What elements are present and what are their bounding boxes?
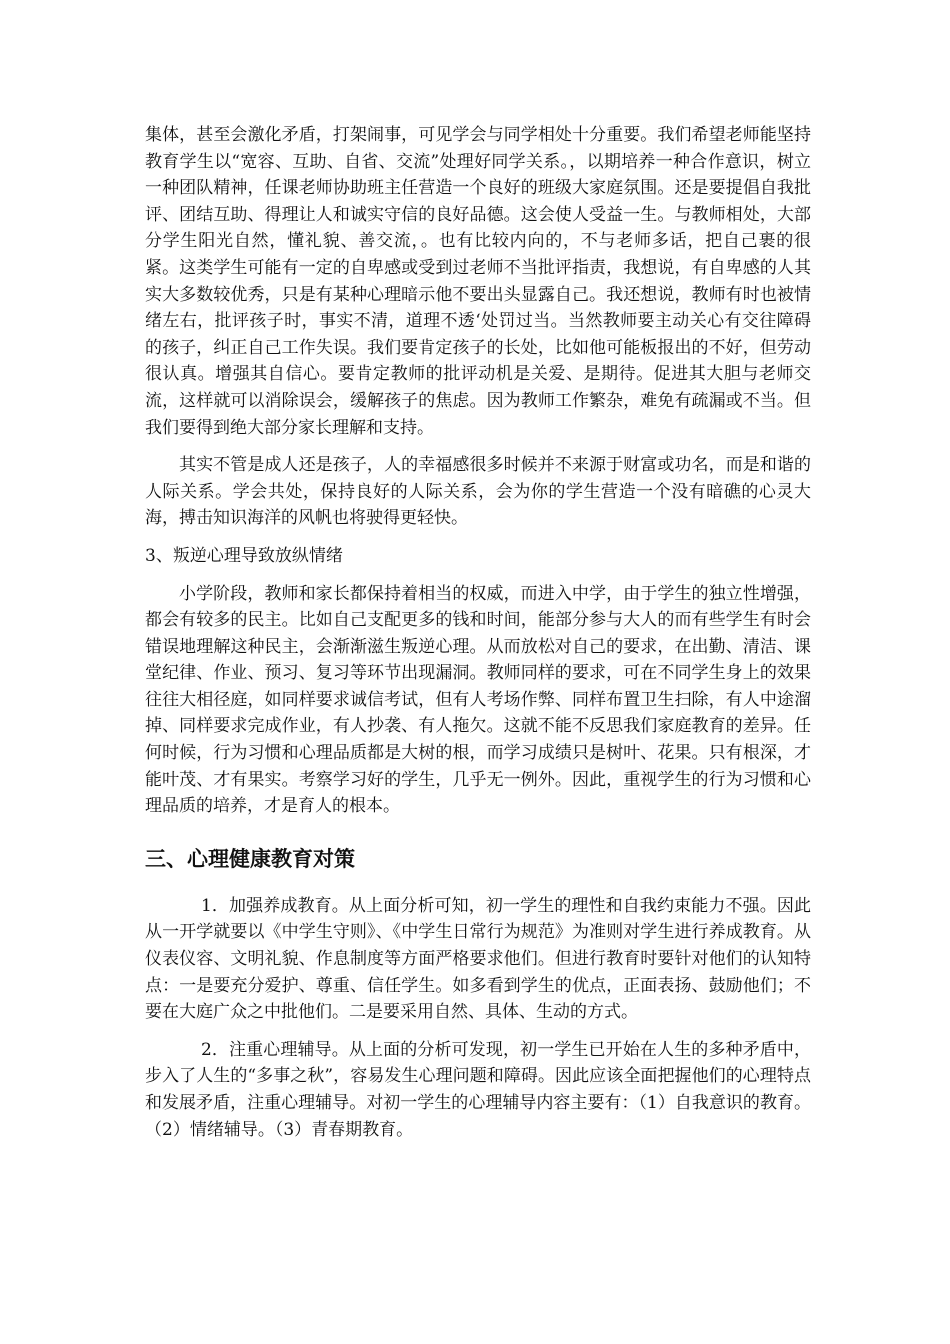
section-heading: 三、心理健康教育对策 [145,846,355,871]
paragraph-peer-relations: 集体，甚至会激化矛盾，打架闹事，可见学会与同学相处十分重要。我们希望老师能坚持教育学生以“宽容、互助、自省、交流”处理好同学关系。，以期培养一种合作意识，树立一种团队精神，任课老师协助班主任营造一个良好的班级大家庭氛围。还是要提倡自我批评、团结互助、得理让人和诚实守信的良好品德。这会使人受益一生。与教师相处，大部分学生阳光自然，懂礼貌、善交流，。也有比较内向的，不与老师多话，把自己裹的很紧。这类学生可能有一定的自卑感或受到过老师不当批评指责，我想说，有自卑感的人其实大多数较优秀，只是有某种心理暗示他不要出头显露自己。我还想说，教师有时也被情绪左右，批评孩子时，事实不清，道理不透‘处罚过当。当然教师要主动关心有交往障碍的孩子，纠正自己工作失误。我们要肯定孩子的长处，比如他可能板报出的不好，但劳动很认真。增强其自信心。要肯定教师的批评动机是关爱、是期待。促进其大胆与老师交流，这样就可以消除误会，缓解孩子的焦虑。因为教师工作繁杂，难免有疏漏或不当。但我们要得到绝大部分家长理解和支持。 [145,125,811,438]
paragraph-happiness: 其实不管是成人还是孩子，人的幸福感很多时候并不来源于财富或功名，而是和谐的人际关系。学会共处，保持良好的人际关系，会为你的学生营造一个没有暗礁的心灵大海，搏击知识海洋的风帆也将驶得更轻快。 [145,455,811,529]
document-body [145,122,811,1143]
paragraph-rebellion: 小学阶段，教师和家长都保持着相当的权威，而进入中学，由于学生的独立性增强，都会有较多的民主。比如自己支配更多的钱和时间，能部分参与大人的而有些学生有时会错误地理解这种民主，会渐渐滋生叛逆心理。从而放松对自己的要求，在出勤、清洁、课堂纪律、作业、预习、复习等环节出现漏洞。教师同样的要求，可在不同学生身上的效果往往大相径庭，如同样要求诚信考试，但有人考场作弊、同样布置卫生扫除，有人中途溜掉、同样要求完成作业，有人抄袭、有人拖欠。这就不能不反思我们家庭教育的差异。任何时候，行为习惯和心理品质都是大树的根，而学习成绩只是树叶、花果。只有根深，才能叶茂、才有果实。考察学习好的学生，几乎无一例外。因此，重视学生的行为习惯和心理品质的培养，才是育人的根本。 [145,583,811,817]
subheading-rebellion: 3、叛逆心理导致放纵情绪 [145,545,343,566]
paragraph-psych-counseling: 2．注重心理辅导。从上面的分析可发现，初一学生已开始在人生的多种矛盾中，步入了人生的“多事之秋”，容易发生心理问题和障碍。因此应该全面把握他们的心理特点和发展矛盾，注重心理辅导。对初一学生的心理辅导内容主要有：（1）自我意识的教育。（2）情绪辅导。（3）青春期教育。 [145,1039,811,1140]
paragraph-habit-education: 1．加强养成教育。从上面分析可知，初一学生的理性和自我约束能力不强。因此从一开学就要以《中学生守则》、《中学生日常行为规范》为准则对学生进行养成教育。从仪表仪容、文明礼貌、作息制度等方面严格要求他们。但进行教育时要针对他们的认知特点：一是要充分爱护、尊重、信任学生。如多看到学生的优点，正面表扬、鼓励他们；不要在大庭广众之中批他们。二是要采用自然、具体、生动的方式。 [145,895,811,1023]
